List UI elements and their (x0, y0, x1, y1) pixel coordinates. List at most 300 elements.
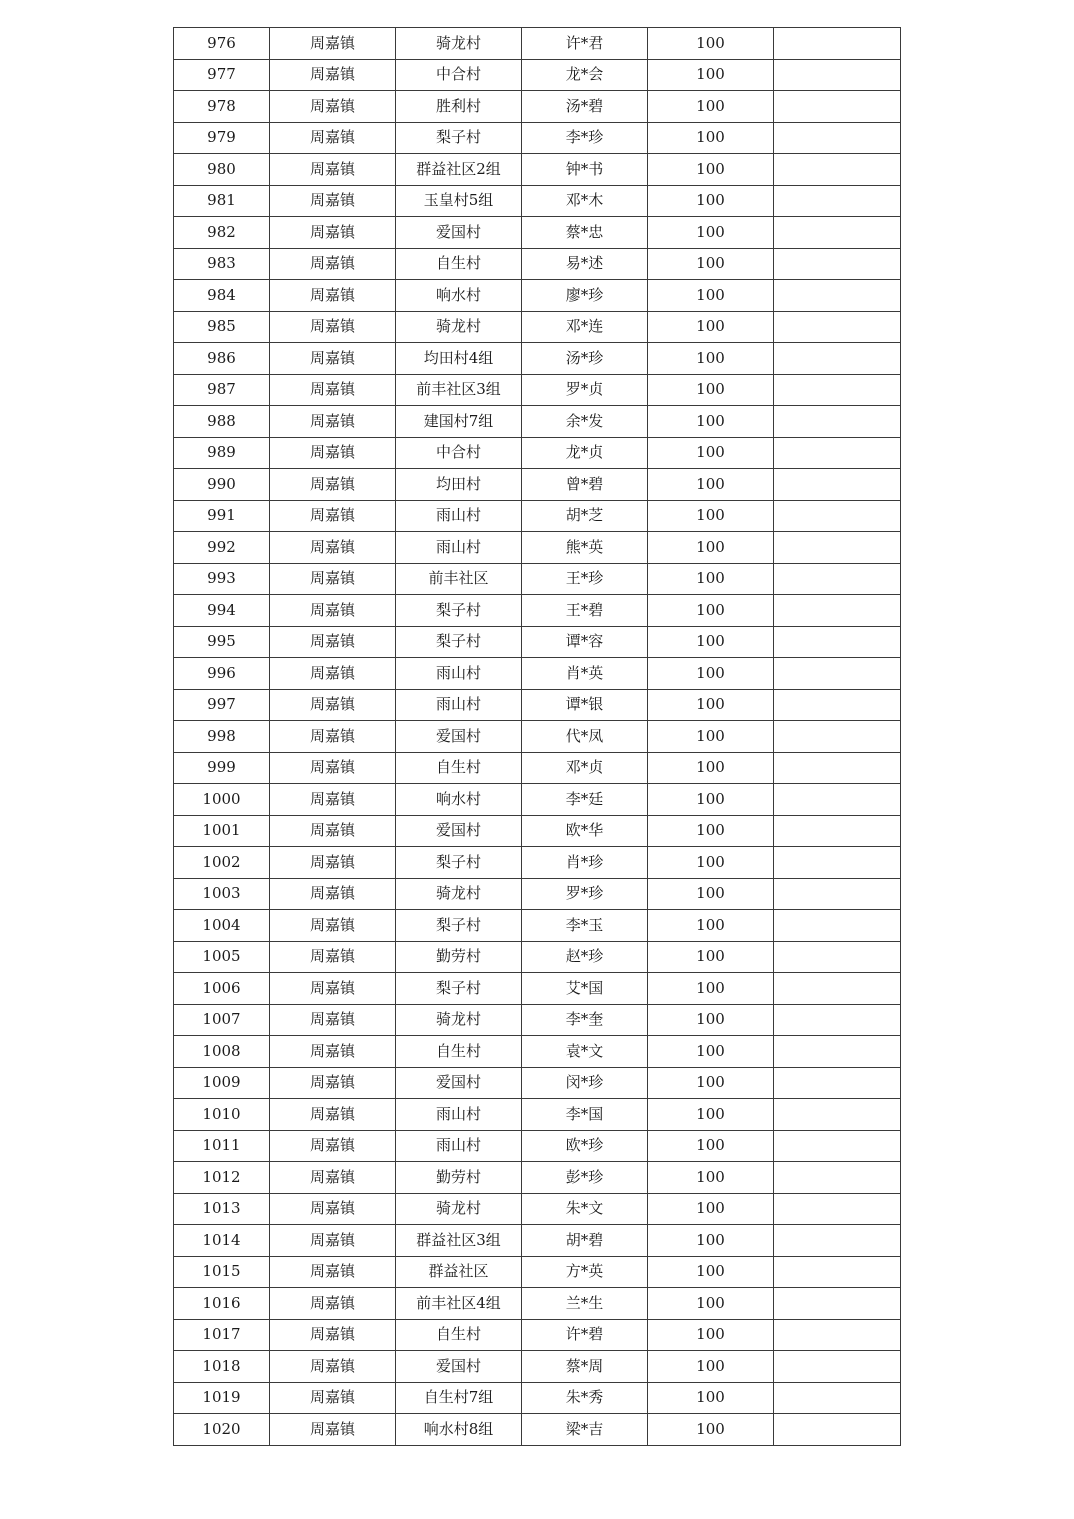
town-cell: 周嘉镇 (270, 815, 396, 847)
table-row (174, 1288, 901, 1320)
recipient-name-cell: 易*述 (522, 248, 648, 280)
town-cell: 周嘉镇 (270, 122, 396, 154)
recipient-name-cell: 兰*生 (522, 1288, 648, 1320)
amount-cell: 100 (648, 1256, 774, 1288)
remarks-cell (774, 595, 901, 627)
table-row (174, 122, 901, 154)
remarks-cell (774, 1382, 901, 1414)
recipient-name-cell: 许*君 (522, 28, 648, 60)
table-row (174, 374, 901, 406)
village-cell: 响水村 (396, 784, 522, 816)
table-row (174, 626, 901, 658)
amount-cell: 100 (648, 563, 774, 595)
town-cell: 周嘉镇 (270, 280, 396, 312)
village-cell: 自生村 (396, 1036, 522, 1068)
town-cell: 周嘉镇 (270, 185, 396, 217)
amount-cell: 100 (648, 973, 774, 1005)
village-cell: 胜利村 (396, 91, 522, 123)
serial-number-cell: 991 (174, 500, 270, 532)
village-cell: 爱国村 (396, 1067, 522, 1099)
village-cell: 梨子村 (396, 595, 522, 627)
village-cell: 群益社区2组 (396, 154, 522, 186)
serial-number-cell: 987 (174, 374, 270, 406)
village-cell: 群益社区 (396, 1256, 522, 1288)
remarks-cell (774, 689, 901, 721)
recipient-name-cell: 方*英 (522, 1256, 648, 1288)
town-cell: 周嘉镇 (270, 941, 396, 973)
table-row (174, 689, 901, 721)
town-cell: 周嘉镇 (270, 689, 396, 721)
remarks-cell (774, 1067, 901, 1099)
table-row (174, 1193, 901, 1225)
remarks-cell (774, 815, 901, 847)
table-row (174, 406, 901, 438)
amount-cell: 100 (648, 28, 774, 60)
recipient-name-cell: 朱*文 (522, 1193, 648, 1225)
serial-number-cell: 1018 (174, 1351, 270, 1383)
town-cell: 周嘉镇 (270, 1036, 396, 1068)
town-cell: 周嘉镇 (270, 752, 396, 784)
town-cell: 周嘉镇 (270, 437, 396, 469)
town-cell: 周嘉镇 (270, 154, 396, 186)
village-cell: 中合村 (396, 437, 522, 469)
recipient-name-cell: 龙*会 (522, 59, 648, 91)
serial-number-cell: 1017 (174, 1319, 270, 1351)
serial-number-cell: 1012 (174, 1162, 270, 1194)
recipient-name-cell: 胡*碧 (522, 1225, 648, 1257)
table-row (174, 1004, 901, 1036)
table-row (174, 311, 901, 343)
village-cell: 爱国村 (396, 815, 522, 847)
recipient-name-cell: 蔡*周 (522, 1351, 648, 1383)
serial-number-cell: 979 (174, 122, 270, 154)
table-row (174, 437, 901, 469)
amount-cell: 100 (648, 689, 774, 721)
serial-number-cell: 1010 (174, 1099, 270, 1131)
town-cell: 周嘉镇 (270, 248, 396, 280)
table-row (174, 1162, 901, 1194)
amount-cell: 100 (648, 1414, 774, 1446)
recipient-name-cell: 李*廷 (522, 784, 648, 816)
table-row (174, 941, 901, 973)
village-cell: 雨山村 (396, 689, 522, 721)
remarks-cell (774, 1288, 901, 1320)
remarks-cell (774, 1036, 901, 1068)
table-row (174, 973, 901, 1005)
village-cell: 响水村 (396, 280, 522, 312)
remarks-cell (774, 1162, 901, 1194)
amount-cell: 100 (648, 59, 774, 91)
recipient-name-cell: 艾*国 (522, 973, 648, 1005)
village-cell: 雨山村 (396, 532, 522, 564)
village-cell: 爱国村 (396, 1351, 522, 1383)
town-cell: 周嘉镇 (270, 563, 396, 595)
town-cell: 周嘉镇 (270, 847, 396, 879)
serial-number-cell: 990 (174, 469, 270, 501)
amount-cell: 100 (648, 910, 774, 942)
recipient-name-cell: 代*凤 (522, 721, 648, 753)
table-row (174, 847, 901, 879)
recipient-name-cell: 龙*贞 (522, 437, 648, 469)
town-cell: 周嘉镇 (270, 1004, 396, 1036)
amount-cell: 100 (648, 217, 774, 249)
town-cell: 周嘉镇 (270, 59, 396, 91)
town-cell: 周嘉镇 (270, 1351, 396, 1383)
amount-cell: 100 (648, 1036, 774, 1068)
serial-number-cell: 986 (174, 343, 270, 375)
serial-number-cell: 1007 (174, 1004, 270, 1036)
town-cell: 周嘉镇 (270, 626, 396, 658)
serial-number-cell: 989 (174, 437, 270, 469)
remarks-cell (774, 406, 901, 438)
town-cell: 周嘉镇 (270, 1319, 396, 1351)
table-row (174, 59, 901, 91)
table-row (174, 1256, 901, 1288)
amount-cell: 100 (648, 500, 774, 532)
village-cell: 梨子村 (396, 847, 522, 879)
serial-number-cell: 988 (174, 406, 270, 438)
remarks-cell (774, 154, 901, 186)
serial-number-cell: 1009 (174, 1067, 270, 1099)
table-row (174, 910, 901, 942)
town-cell: 周嘉镇 (270, 910, 396, 942)
roster-table (173, 27, 901, 1446)
village-cell: 建国村7组 (396, 406, 522, 438)
town-cell: 周嘉镇 (270, 658, 396, 690)
remarks-cell (774, 1130, 901, 1162)
amount-cell: 100 (648, 721, 774, 753)
remarks-cell (774, 469, 901, 501)
table-row (174, 878, 901, 910)
village-cell: 雨山村 (396, 1099, 522, 1131)
amount-cell: 100 (648, 847, 774, 879)
remarks-cell (774, 374, 901, 406)
remarks-cell (774, 1004, 901, 1036)
amount-cell: 100 (648, 185, 774, 217)
recipient-name-cell: 肖*珍 (522, 847, 648, 879)
serial-number-cell: 997 (174, 689, 270, 721)
serial-number-cell: 985 (174, 311, 270, 343)
recipient-name-cell: 廖*珍 (522, 280, 648, 312)
remarks-cell (774, 1414, 901, 1446)
amount-cell: 100 (648, 1225, 774, 1257)
table-row (174, 752, 901, 784)
amount-cell: 100 (648, 469, 774, 501)
serial-number-cell: 1015 (174, 1256, 270, 1288)
serial-number-cell: 992 (174, 532, 270, 564)
recipient-name-cell: 邓*木 (522, 185, 648, 217)
remarks-cell (774, 847, 901, 879)
serial-number-cell: 1013 (174, 1193, 270, 1225)
amount-cell: 100 (648, 1099, 774, 1131)
amount-cell: 100 (648, 1351, 774, 1383)
village-cell: 前丰社区 (396, 563, 522, 595)
village-cell: 玉皇村5组 (396, 185, 522, 217)
remarks-cell (774, 878, 901, 910)
town-cell: 周嘉镇 (270, 1256, 396, 1288)
amount-cell: 100 (648, 154, 774, 186)
town-cell: 周嘉镇 (270, 500, 396, 532)
town-cell: 周嘉镇 (270, 784, 396, 816)
town-cell: 周嘉镇 (270, 532, 396, 564)
table-row (174, 658, 901, 690)
table-row (174, 1099, 901, 1131)
table-row (174, 1414, 901, 1446)
table-row (174, 1351, 901, 1383)
town-cell: 周嘉镇 (270, 343, 396, 375)
serial-number-cell: 1006 (174, 973, 270, 1005)
town-cell: 周嘉镇 (270, 878, 396, 910)
amount-cell: 100 (648, 1067, 774, 1099)
amount-cell: 100 (648, 343, 774, 375)
town-cell: 周嘉镇 (270, 1162, 396, 1194)
serial-number-cell: 994 (174, 595, 270, 627)
village-cell: 骑龙村 (396, 311, 522, 343)
recipient-name-cell: 李*珍 (522, 122, 648, 154)
amount-cell: 100 (648, 784, 774, 816)
remarks-cell (774, 752, 901, 784)
amount-cell: 100 (648, 1382, 774, 1414)
village-cell: 梨子村 (396, 973, 522, 1005)
town-cell: 周嘉镇 (270, 1067, 396, 1099)
remarks-cell (774, 1225, 901, 1257)
amount-cell: 100 (648, 280, 774, 312)
town-cell: 周嘉镇 (270, 28, 396, 60)
recipient-name-cell: 欧*华 (522, 815, 648, 847)
town-cell: 周嘉镇 (270, 469, 396, 501)
town-cell: 周嘉镇 (270, 91, 396, 123)
table-row (174, 91, 901, 123)
serial-number-cell: 977 (174, 59, 270, 91)
recipient-name-cell: 赵*珍 (522, 941, 648, 973)
recipient-name-cell: 曾*碧 (522, 469, 648, 501)
serial-number-cell: 978 (174, 91, 270, 123)
remarks-cell (774, 28, 901, 60)
table-row (174, 280, 901, 312)
table-row (174, 1067, 901, 1099)
recipient-name-cell: 钟*书 (522, 154, 648, 186)
amount-cell: 100 (648, 752, 774, 784)
remarks-cell (774, 1351, 901, 1383)
table-row (174, 815, 901, 847)
table-row (174, 784, 901, 816)
serial-number-cell: 996 (174, 658, 270, 690)
town-cell: 周嘉镇 (270, 1225, 396, 1257)
serial-number-cell: 981 (174, 185, 270, 217)
remarks-cell (774, 941, 901, 973)
recipient-name-cell: 汤*碧 (522, 91, 648, 123)
table-row (174, 185, 901, 217)
village-cell: 均田村4组 (396, 343, 522, 375)
serial-number-cell: 1014 (174, 1225, 270, 1257)
amount-cell: 100 (648, 941, 774, 973)
recipient-name-cell: 罗*贞 (522, 374, 648, 406)
table-row (174, 1319, 901, 1351)
serial-number-cell: 999 (174, 752, 270, 784)
remarks-cell (774, 532, 901, 564)
amount-cell: 100 (648, 406, 774, 438)
table-row (174, 721, 901, 753)
amount-cell: 100 (648, 374, 774, 406)
village-cell: 雨山村 (396, 500, 522, 532)
village-cell: 梨子村 (396, 626, 522, 658)
village-cell: 前丰社区4组 (396, 1288, 522, 1320)
recipient-name-cell: 罗*珍 (522, 878, 648, 910)
village-cell: 骑龙村 (396, 28, 522, 60)
village-cell: 群益社区3组 (396, 1225, 522, 1257)
village-cell: 勤劳村 (396, 1162, 522, 1194)
amount-cell: 100 (648, 248, 774, 280)
village-cell: 梨子村 (396, 122, 522, 154)
serial-number-cell: 1004 (174, 910, 270, 942)
town-cell: 周嘉镇 (270, 217, 396, 249)
town-cell: 周嘉镇 (270, 374, 396, 406)
remarks-cell (774, 91, 901, 123)
serial-number-cell: 1008 (174, 1036, 270, 1068)
recipient-name-cell: 李*玉 (522, 910, 648, 942)
village-cell: 自生村 (396, 248, 522, 280)
remarks-cell (774, 248, 901, 280)
village-cell: 雨山村 (396, 1130, 522, 1162)
recipient-name-cell: 许*碧 (522, 1319, 648, 1351)
remarks-cell (774, 122, 901, 154)
amount-cell: 100 (648, 815, 774, 847)
town-cell: 周嘉镇 (270, 1288, 396, 1320)
village-cell: 爱国村 (396, 217, 522, 249)
recipient-name-cell: 李*奎 (522, 1004, 648, 1036)
serial-number-cell: 1003 (174, 878, 270, 910)
recipient-name-cell: 梁*吉 (522, 1414, 648, 1446)
town-cell: 周嘉镇 (270, 595, 396, 627)
town-cell: 周嘉镇 (270, 1193, 396, 1225)
remarks-cell (774, 280, 901, 312)
remarks-cell (774, 626, 901, 658)
town-cell: 周嘉镇 (270, 311, 396, 343)
village-cell: 雨山村 (396, 658, 522, 690)
town-cell: 周嘉镇 (270, 1099, 396, 1131)
amount-cell: 100 (648, 595, 774, 627)
serial-number-cell: 983 (174, 248, 270, 280)
table-row (174, 1130, 901, 1162)
village-cell: 骑龙村 (396, 1193, 522, 1225)
remarks-cell (774, 1099, 901, 1131)
remarks-cell (774, 658, 901, 690)
amount-cell: 100 (648, 311, 774, 343)
amount-cell: 100 (648, 1288, 774, 1320)
serial-number-cell: 1019 (174, 1382, 270, 1414)
remarks-cell (774, 500, 901, 532)
recipient-name-cell: 欧*珍 (522, 1130, 648, 1162)
recipient-name-cell: 邓*贞 (522, 752, 648, 784)
village-cell: 前丰社区3组 (396, 374, 522, 406)
remarks-cell (774, 563, 901, 595)
amount-cell: 100 (648, 1319, 774, 1351)
serial-number-cell: 995 (174, 626, 270, 658)
recipient-name-cell: 朱*秀 (522, 1382, 648, 1414)
recipient-name-cell: 肖*英 (522, 658, 648, 690)
remarks-cell (774, 1193, 901, 1225)
recipient-name-cell: 余*发 (522, 406, 648, 438)
remarks-cell (774, 1256, 901, 1288)
recipient-name-cell: 闵*珍 (522, 1067, 648, 1099)
town-cell: 周嘉镇 (270, 1414, 396, 1446)
amount-cell: 100 (648, 878, 774, 910)
remarks-cell (774, 1319, 901, 1351)
table-row (174, 500, 901, 532)
amount-cell: 100 (648, 532, 774, 564)
recipient-name-cell: 袁*文 (522, 1036, 648, 1068)
village-cell: 自生村 (396, 1319, 522, 1351)
amount-cell: 100 (648, 626, 774, 658)
remarks-cell (774, 973, 901, 1005)
village-cell: 均田村 (396, 469, 522, 501)
town-cell: 周嘉镇 (270, 1382, 396, 1414)
amount-cell: 100 (648, 1162, 774, 1194)
serial-number-cell: 980 (174, 154, 270, 186)
town-cell: 周嘉镇 (270, 973, 396, 1005)
serial-number-cell: 1016 (174, 1288, 270, 1320)
recipient-name-cell: 谭*容 (522, 626, 648, 658)
serial-number-cell: 1011 (174, 1130, 270, 1162)
village-cell: 勤劳村 (396, 941, 522, 973)
remarks-cell (774, 910, 901, 942)
village-cell: 骑龙村 (396, 1004, 522, 1036)
remarks-cell (774, 343, 901, 375)
village-cell: 中合村 (396, 59, 522, 91)
recipient-name-cell: 胡*芝 (522, 500, 648, 532)
table-row (174, 217, 901, 249)
amount-cell: 100 (648, 91, 774, 123)
recipient-name-cell: 谭*银 (522, 689, 648, 721)
recipient-name-cell: 蔡*忠 (522, 217, 648, 249)
remarks-cell (774, 217, 901, 249)
remarks-cell (774, 721, 901, 753)
serial-number-cell: 1005 (174, 941, 270, 973)
recipient-name-cell: 汤*珍 (522, 343, 648, 375)
roster-table-body (174, 28, 901, 1446)
serial-number-cell: 1000 (174, 784, 270, 816)
recipient-name-cell: 李*国 (522, 1099, 648, 1131)
table-row (174, 28, 901, 60)
table-row (174, 1382, 901, 1414)
serial-number-cell: 976 (174, 28, 270, 60)
serial-number-cell: 998 (174, 721, 270, 753)
village-cell: 响水村8组 (396, 1414, 522, 1446)
table-row (174, 154, 901, 186)
amount-cell: 100 (648, 658, 774, 690)
serial-number-cell: 1002 (174, 847, 270, 879)
table-row (174, 248, 901, 280)
remarks-cell (774, 59, 901, 91)
amount-cell: 100 (648, 437, 774, 469)
recipient-name-cell: 彭*珍 (522, 1162, 648, 1194)
serial-number-cell: 1020 (174, 1414, 270, 1446)
recipient-name-cell: 熊*英 (522, 532, 648, 564)
table-row (174, 595, 901, 627)
table-row (174, 469, 901, 501)
village-cell: 自生村 (396, 752, 522, 784)
remarks-cell (774, 185, 901, 217)
table-row (174, 1036, 901, 1068)
town-cell: 周嘉镇 (270, 1130, 396, 1162)
amount-cell: 100 (648, 1130, 774, 1162)
table-row (174, 563, 901, 595)
amount-cell: 100 (648, 122, 774, 154)
table-row (174, 1225, 901, 1257)
village-cell: 自生村7组 (396, 1382, 522, 1414)
village-cell: 爱国村 (396, 721, 522, 753)
village-cell: 骑龙村 (396, 878, 522, 910)
